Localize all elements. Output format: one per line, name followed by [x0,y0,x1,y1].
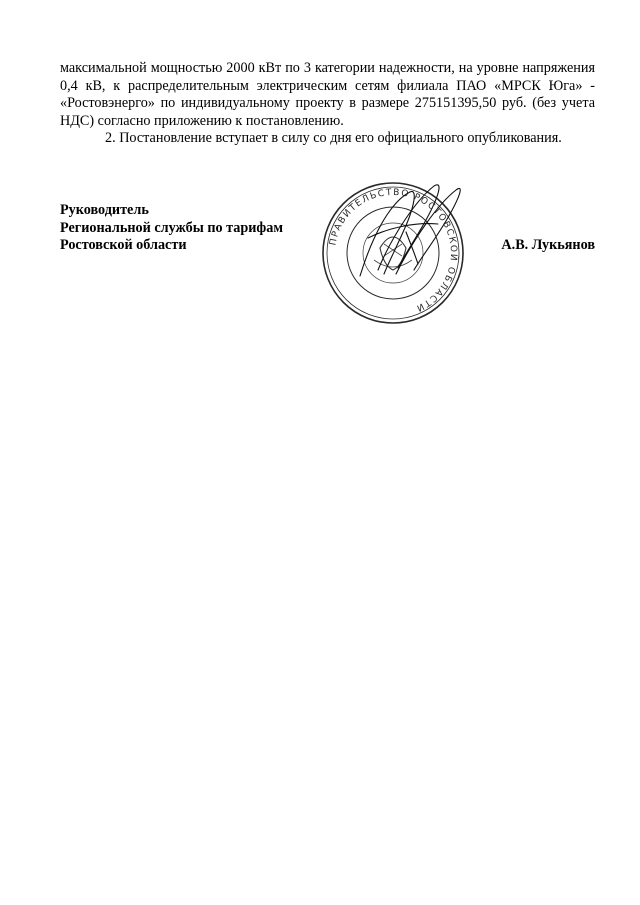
signature-block [60,202,595,255]
body-paragraph-effective-date: 2. Постановление вступает в силу со дня его официального опубликования. [105,130,562,147]
signatory-name: А.В. Лукьянов [501,237,595,254]
document-body [60,60,595,148]
signatory-position-line3: Ростовской области [60,237,187,254]
signatory-position-line2: Региональной службы по тарифам [60,219,284,236]
signatory-position-line1: Руководитель [60,202,149,218]
body-paragraph-continuation: максимальной мощностью 2000 кВт по 3 категории надежности, на уровне напряжения 0,4 кВ, к распределительным электрическим сетям филиала ПАО «МРСК Юга» - «Ростовэнерго» по индивидуальному проекту в размере 275151395,50 руб. (без учета НДС) согласно приложению к постановлению. [60,60,595,129]
seal-ring-text: ПРАВИТЕЛЬСТВО РОСТОВСКОЙ ОБЛАСТИ [328,187,459,314]
